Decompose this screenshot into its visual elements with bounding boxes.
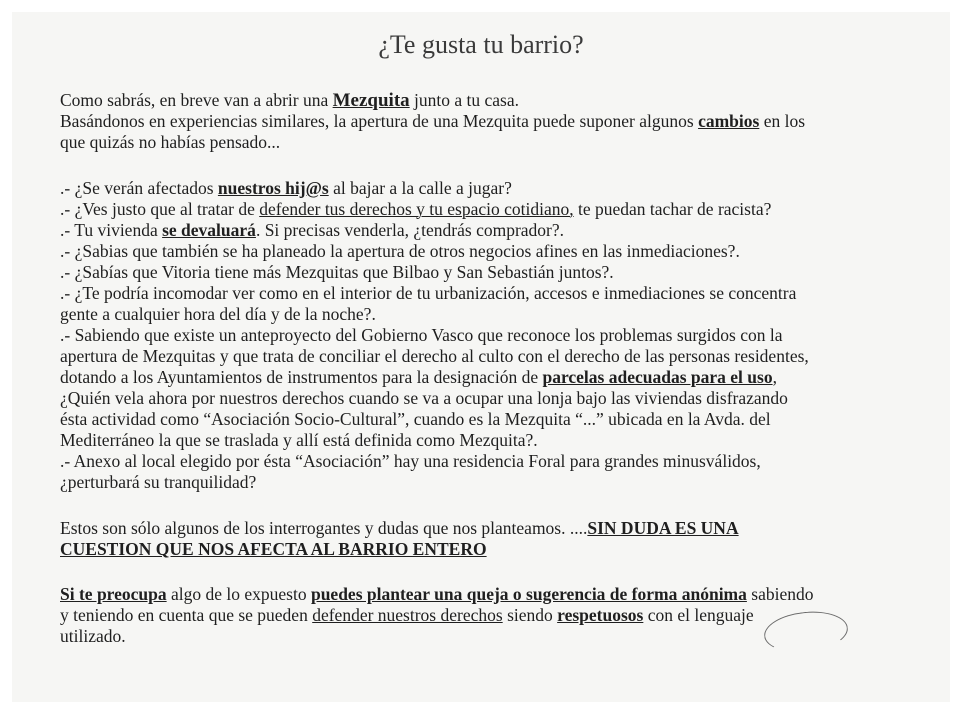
question-5: .- ¿Sabías que Vitoria tiene más Mezquitas que Bilbao y San Sebastián juntos?. [60,262,614,282]
mezquita-emphasis: Mezquita [332,90,410,111]
closing-text: sabiendo [746,584,814,604]
question-8-line-1: ¿Quién vela ahora por nuestros derechos cuando se va a ocupar una lonja bajo las viviendas disfrazando [60,388,788,408]
document-title: ¿Te gusta tu barrio? [378,30,584,59]
intro-text: Basándonos en experiencias similares, la apertura de una Mezquita puede suponer algunos [60,111,699,131]
intro-text: Como sabrás, en breve van a abrir una [60,90,333,110]
closing-emphasis: puedes plantear una queja o sugerencia de forma anónima [310,584,747,604]
closing-line-5: utilizado. [60,626,126,646]
intro-text: en los [759,111,806,131]
closing-emphasis: Si te preocupa [60,584,167,604]
closing-emphasis: SIN DUDA ES UNA [587,518,739,538]
closing-text: Estos son sólo algunos de los interrogantes y dudas que nos planteamos. .... [60,518,588,538]
question-9-line-1: .- Anexo al local elegido por ésta “Asociación” hay una residencia Foral para grandes minusválidos, [60,451,761,471]
intro-text: junto a tu casa. [409,90,519,110]
question-6-line-1: .- ¿Te podría incomodar ver como en el interior de tu urbanización, accesos e inmediaciones se concentra [60,283,797,303]
question-2 [60,199,771,220]
closing-emphasis: respetuosos [557,605,644,625]
question-emphasis: se devaluará [162,220,256,240]
question-text: dotando a los Ayuntamientos de instrumentos para la designación de [60,367,543,387]
question-text: al bajar a la calle a jugar? [328,178,512,198]
question-text: . Si precisas venderla, ¿tendrás comprador?. [255,220,565,240]
closing-emphasis: CUESTION QUE NOS AFECTA AL BARRIO ENTERO [60,539,487,559]
intro-line-2 [60,111,805,132]
closing-text: siendo [502,605,558,625]
question-7-line-2: apertura de Mezquitas y que trata de conciliar el derecho al culto con el derecho de las personas residentes, [60,346,809,366]
closing-emphasis: defender nuestros derechos [312,605,503,625]
closing-line-1 [60,518,739,539]
intro-line-3: que quizás no habías pensado... [60,132,281,152]
question-text: .- ¿Ves justo que al tratar de [60,199,260,219]
closing-text: algo de lo expuesto [166,584,311,604]
question-text: te puedan tachar de racista? [573,199,772,219]
question-8-line-2: ésta actividad como “Asociación Socio-Cultural”, cuando es la Mezquita “...” ubicada en la Avda. del [60,409,771,429]
question-text: .- ¿Se verán afectados [60,178,218,198]
cambios-emphasis: cambios [698,111,760,131]
question-9-line-2: ¿perturbará su tranquilidad? [60,472,257,492]
intro-line-1 [60,90,519,111]
question-text: , [772,367,777,387]
closing-text: y teniendo en cuenta que se pueden [60,605,313,625]
document-page [12,12,950,702]
question-text: .- Tu vivienda [60,220,163,240]
question-8-line-3: Mediterráneo la que se traslada y allí está definida como Mezquita?. [60,430,538,450]
closing-line-3 [60,584,813,605]
question-emphasis: defender tus derechos y tu espacio cotidiano, [259,199,574,219]
question-7-line-1: .- Sabiendo que existe un anteproyecto del Gobierno Vasco que reconoce los problemas surgidos con la [60,325,783,345]
question-6-line-2: gente a cualquier hora del día y de la noche?. [60,304,376,324]
hand-drawn-circle-mark [762,608,850,657]
closing-line-4 [60,605,754,626]
question-emphasis: nuestros hij@s [217,178,329,198]
closing-text: con el lenguaje [643,605,754,625]
question-3 [60,220,564,241]
question-1 [60,178,512,199]
question-emphasis: parcelas adecuadas para el uso [542,367,773,387]
question-4: .- ¿Sabias que también se ha planeado la apertura de otros negocios afines en las inmediaciones?. [60,241,740,261]
closing-line-2 [60,539,487,560]
question-7-line-3 [60,367,777,388]
